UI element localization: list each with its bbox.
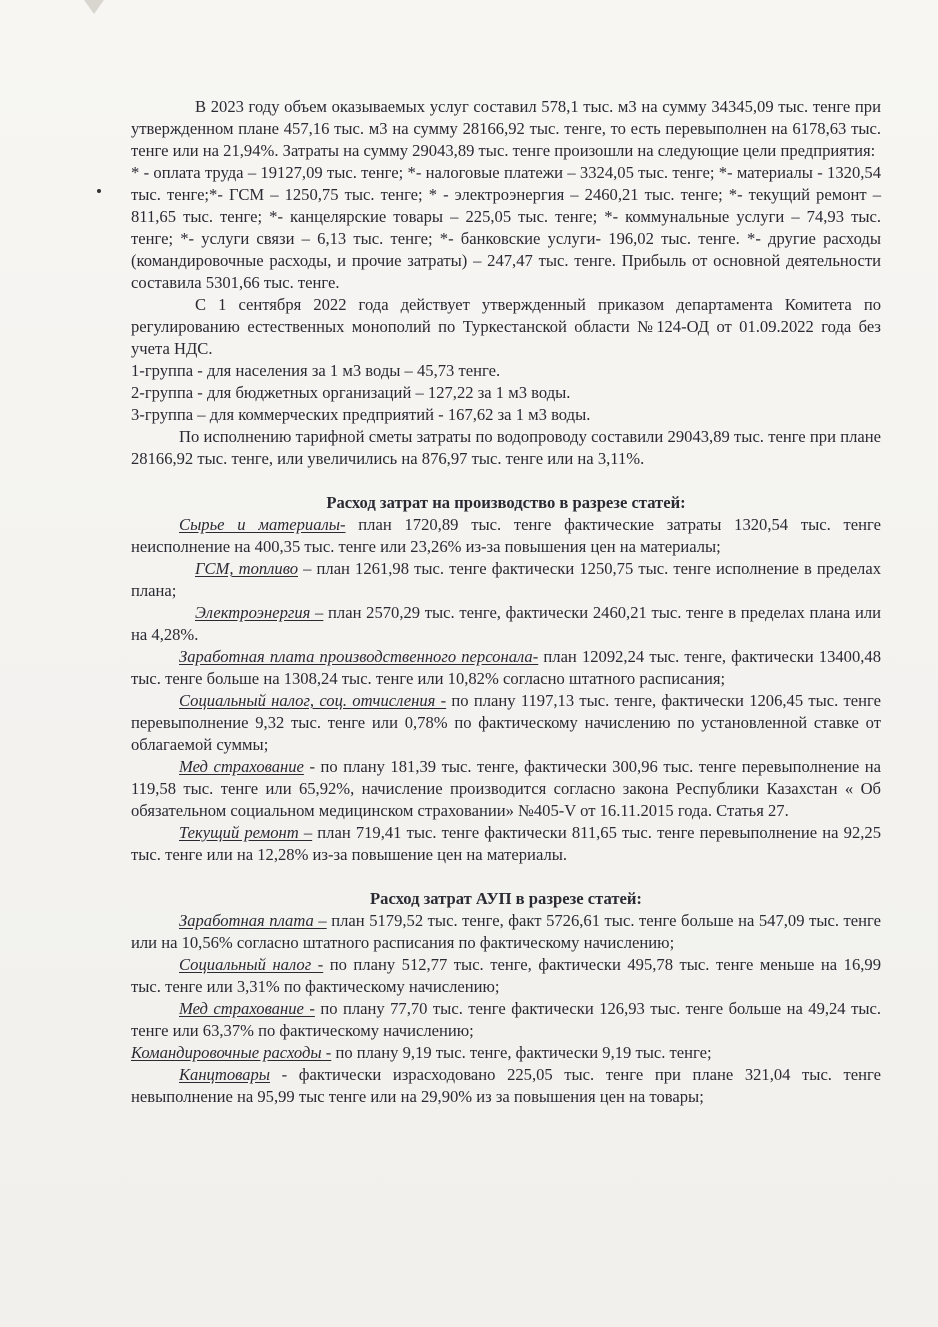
aup-heading: Расход затрат АУП в разрезе статей: xyxy=(370,889,642,908)
item-text: - по плану 181,39 тыс. тенге, фактически 300,96 тыс. тенге перевыполнение на 119,58 тыс. тенге или 65,92%, начисление производится согласно закона Республики Казахстан « Об обязательном социальном медицинском страховании» №405-V от 16.11.2015 года. Статья 27. xyxy=(131,757,881,820)
item-text: план 5179,52 тыс. тенге, факт 5726,61 тыс. тенге больше на 547,09 тыс. тенге или на 10,56% согласно штатного расписания по фактическому начислению; xyxy=(131,911,881,952)
paragraph-tariff-order: С 1 сентября 2022 года действует утвержденный приказом департамента Комитета по регулированию естественных монополий по Туркестанской области №124-ОД от 01.09.2022 года без учета НДС. xyxy=(131,295,881,358)
item-text: - фактически израсходовано 225,05 тыс. тенге при плане 321,04 тыс. тенге невыполнение на 95,99 тыс тенге или на 29,90% из за повышения цен на товары; xyxy=(131,1065,881,1106)
item-label: Сырье и материалы- xyxy=(179,515,346,534)
item-text: по плану 77,70 тыс. тенге фактически 126,93 тыс. тенге больше на 49,24 тыс. тенге или 63,37% по фактическому начислению; xyxy=(131,999,881,1040)
item-label: Мед страхование xyxy=(179,757,304,776)
production-item-social-tax xyxy=(131,690,881,756)
production-heading: Расход затрат на производство в разрезе статей: xyxy=(326,493,686,512)
tariff-group-3: 3-группа – для коммерческих предприятий - 167,62 за 1 м3 воды. xyxy=(131,405,591,424)
item-text: план 1720,89 тыс. тенге фактические затраты 1320,54 тыс. тенге неисполнение на 400,35 тыс. тенге или 23,26% из-за повышения цен на материалы; xyxy=(131,515,881,556)
aup-item-social-tax xyxy=(131,954,881,998)
production-item-fuel xyxy=(131,558,881,602)
item-label: Социальный налог - xyxy=(179,955,324,974)
document-body xyxy=(131,96,881,1108)
production-item-medical-insurance xyxy=(131,756,881,822)
item-label: Социальный налог, соц. отчисления - xyxy=(179,691,447,710)
aup-item-travel xyxy=(131,1042,881,1064)
paragraph-cost-breakdown: * - оплата труда – 19127,09 тыс. тенге; *- налоговые платежи – 3324,05 тыс. тенге; *- материалы - 1320,54 тыс. тенге;*- ГСМ – 1250,75 тыс. тенге; * - электроэнергия – 2460,21 тыс. тенге; *- текущий ремонт – 811,65 тыс. тенге; *- канцелярские товары – 225,05 тыс. тенге; *- коммунальные услуги – 74,93 тыс. тенге; *- услуги связи – 6,13 тыс. тенге; *- банковские услуги- 196,02 тыс. тенге. *- другие расходы (командировочные расходы, и прочие затраты) – 247,47 тыс. тенге. Прибыль от основной деятельности составила 5301,66 тыс. тенге. xyxy=(131,163,881,292)
aup-item-salary xyxy=(131,910,881,954)
production-item-materials xyxy=(131,514,881,558)
item-label: Мед страхование - xyxy=(179,999,315,1018)
item-text: план 719,41 тыс. тенге фактически 811,65 тыс. тенге перевыполнение на 92,25 тыс. тенге или на 12,28% из-за повышение цен на материалы. xyxy=(131,823,881,864)
item-label: Текущий ремонт – xyxy=(179,823,313,842)
tariff-group-1: 1-группа - для населения за 1 м3 воды – 45,73 тенге. xyxy=(131,361,501,380)
item-text: план 2570,29 тыс. тенге, фактически 2460,21 тыс. тенге в пределах плана или на 4,28%. xyxy=(131,603,882,644)
item-text: план 12092,24 тыс. тенге, фактически 13400,48 тыс. тенге больше на 1308,24 тыс. тенге или 10,82% согласно штатного расписания; xyxy=(131,647,881,688)
paragraph-tariff-estimate: По исполнению тарифной сметы затраты по водопроводу составили 29043,89 тыс. тенге при плане 28166,92 тыс. тенге, или увеличились на 876,97 тыс. тенге или на 3,11%. xyxy=(131,427,881,468)
item-text: – план 1261,98 тыс. тенге фактически 1250,75 тыс. тенге исполнение в пределах плана; xyxy=(131,559,881,600)
item-label: Заработная плата – xyxy=(179,911,327,930)
item-label: Электроэнергия – xyxy=(195,603,324,622)
item-text: по плану 1197,13 тыс. тенге, фактически 1206,45 тыс. тенге перевыполнение 9,32 тыс. тенге или 0,78% по фактическому начислению по установленной ставке от облагаемой суммы; xyxy=(131,691,881,754)
item-label: Заработная плата производственного персонала- xyxy=(179,647,539,666)
aup-item-medical-insurance xyxy=(131,998,881,1042)
item-text: по плану 9,19 тыс. тенге, фактически 9,19 тыс. тенге; xyxy=(331,1043,712,1062)
scan-speck xyxy=(97,189,101,193)
production-item-electricity xyxy=(131,602,881,646)
aup-item-stationery xyxy=(131,1064,881,1108)
item-label: Командировочные расходы - xyxy=(131,1043,332,1062)
paragraph-volume: В 2023 году объем оказываемых услуг составил 578,1 тыс. м3 на сумму 34345,09 тыс. тенге при утвержденном плане 457,16 тыс. м3 на сумму 28166,92 тыс. тенге, то есть перевыполнен на 6178,63 тыс. тенге или на 21,94%. Затраты на сумму 29043,89 тыс. тенге произошли на следующие цели предприятия: xyxy=(131,97,881,160)
item-label: Канцтовары xyxy=(179,1065,271,1084)
item-label: ГСМ, топливо xyxy=(195,559,298,578)
production-item-salary xyxy=(131,646,881,690)
item-text: по плану 512,77 тыс. тенге, фактически 495,78 тыс. тенге меньше на 16,99 тыс. тенге или 3,31% по фактическому начислению; xyxy=(131,955,881,996)
folded-corner xyxy=(84,0,104,14)
tariff-group-2: 2-группа - для бюджетных организаций – 127,22 за 1 м3 воды. xyxy=(131,383,571,402)
production-item-repair xyxy=(131,822,881,866)
